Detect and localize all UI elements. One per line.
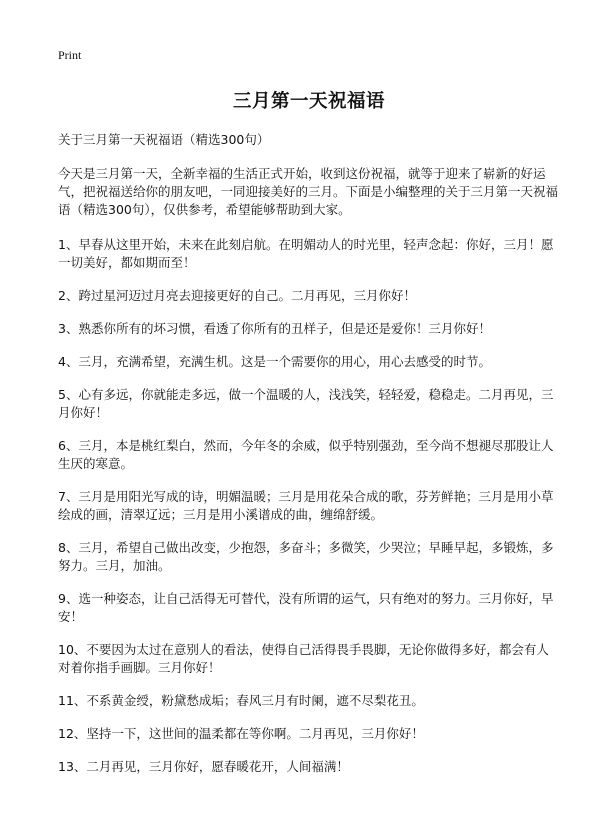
list-item: 8、三月，希望自己做出改变，少抱怨，多奋斗；多微笑，少哭泣；早睡早起，多锻炼，多努力。三月，加油。 xyxy=(58,540,554,573)
list-item: 7、三月是用阳光写成的诗，明媚温暖；三月是用花朵合成的歌，芬芳鲜艳；三月是用小草绘成的画，清翠辽远；三月是用小溪谱成的曲，缠绵舒缓。 xyxy=(58,489,554,522)
page-title: 三月第一天祝福语 xyxy=(232,91,385,112)
list-item: 4、三月，充满希望，充满生机。这是一个需要你的用心，用心去感受的时节。 xyxy=(58,354,491,369)
list-item: 1、早春从这里开始，未来在此刻启航。在明媚动人的时光里，轻声念起：你好，三月！愿一切美好，都如期而至！ xyxy=(58,237,554,270)
intro-paragraph: 今天是三月第一天，全新幸福的生活正式开始，收到这份祝福，就等于迎来了崭新的好运气，把祝福送给你的朋友吧，一同迎接美好的三月。下面是小编整理的关于三月第一天祝福语（精选300句），仅供参考，希望能够帮助到大家。 xyxy=(58,166,559,217)
list-item: 13、二月再见，三月你好，愿春暖花开，人间福满！ xyxy=(58,759,349,774)
list-item: 6、三月，本是桃红梨白，然而，今年冬的余威，似乎特别强劲，至今尚不想褪尽那股让人生厌的寒意。 xyxy=(58,438,554,471)
list-item: 10、不要因为太过在意别人的看法，使得自己活得畏手畏脚，无论你做得多好，都会有人对着你指手画脚。三月你好！ xyxy=(58,642,549,675)
list-item: 5、心有多远，你就能走多远，做一个温暖的人，浅浅笑，轻轻爱，稳稳走。二月再见，三月你好！ xyxy=(58,387,554,420)
list-item: 3、熟悉你所有的坏习惯，看透了你所有的丑样子，但是还是爱你！三月你好！ xyxy=(58,321,491,336)
list-item: 11、不系黄金绶，粉黛愁成垢；春风三月有时阑，遮不尽梨花丑。 xyxy=(58,693,424,708)
list-item: 2、跨过星河迈过月亮去迎接更好的自己。二月再见，三月你好！ xyxy=(58,288,416,303)
article-subtitle: 关于三月第一天祝福语（精选300句） xyxy=(58,132,270,147)
list-item: 9、选一种姿态，让自己活得无可替代，没有所谓的运气，只有绝对的努力。三月你好，早安！ xyxy=(58,591,554,624)
list-item: 12、坚持一下，这世间的温柔都在等你啊。二月再见，三月你好！ xyxy=(58,726,424,741)
print-link[interactable]: Print xyxy=(58,48,82,62)
greeting-list xyxy=(58,236,560,776)
